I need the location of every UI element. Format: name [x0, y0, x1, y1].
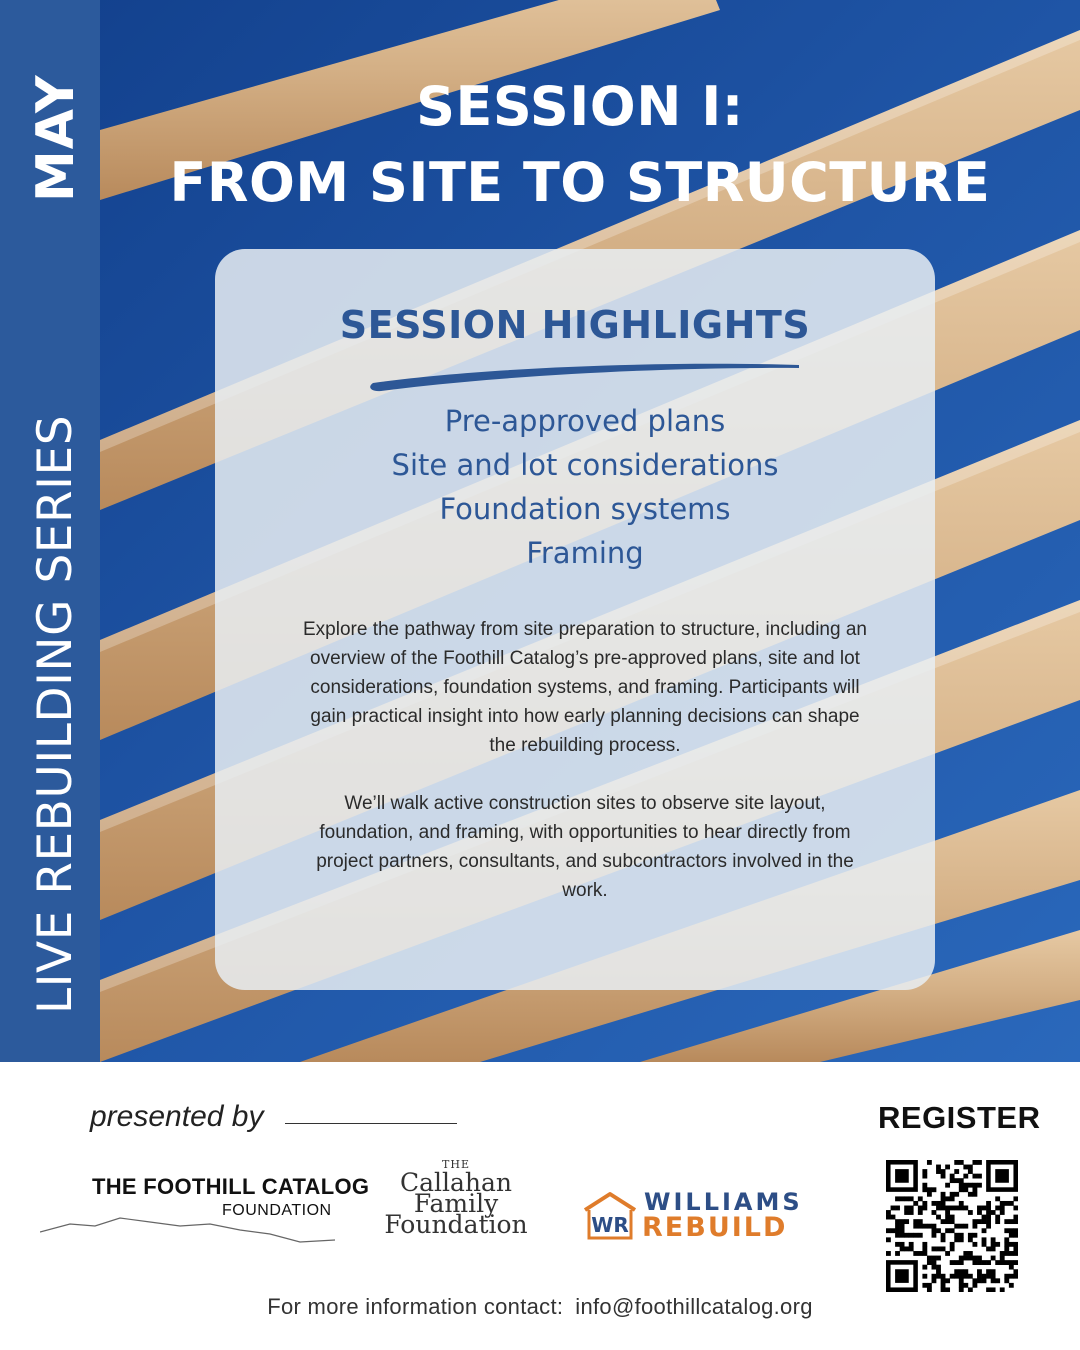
- highlights-card: [215, 249, 935, 990]
- highlight-item: Site and lot considerations: [391, 448, 779, 482]
- description-paragraph: Explore the pathway from site preparation to structure, including an overview of the Foothill Catalog’s pre-approved plans, site and lot considerations, foundation systems, and framing. Participants will gain practical insight into how early planning decisions can shape the rebuilding process.: [303, 619, 867, 756]
- qr-code-icon[interactable]: [886, 1160, 1018, 1292]
- contact-email-link[interactable]: info@foothillcatalog.org: [575, 1294, 813, 1319]
- session-description: [295, 615, 875, 905]
- presented-by-label: presented by: [90, 1100, 264, 1133]
- contact-label: For more information contact:: [267, 1294, 564, 1319]
- williams-rebuild-logo: [582, 1188, 812, 1248]
- side-band: [0, 0, 100, 1062]
- williams-logo-top: WILLIAMS: [644, 1188, 803, 1216]
- highlight-item: Pre-approved plans: [444, 404, 726, 438]
- foothill-catalog-logo: [40, 1172, 370, 1252]
- session-title-line-1: SESSION I:: [416, 75, 744, 138]
- foothill-logo-sub: FOUNDATION: [222, 1202, 332, 1219]
- mountain-ridge-icon: [40, 1212, 335, 1252]
- williams-house-mark-icon: [582, 1190, 638, 1242]
- month-label: MAY: [26, 74, 86, 202]
- callahan-logo-line: Callahan: [399, 1168, 513, 1197]
- williams-mark-text: WR: [591, 1213, 629, 1237]
- description-paragraph: We’ll walk active construction sites to observe site layout, foundation, and framing, with opportunities to hear directly from project partners, consultants, and subcontractors involved in the work.: [316, 793, 854, 901]
- highlight-item: Foundation systems: [439, 492, 731, 526]
- callahan-logo-line: Foundation: [384, 1210, 528, 1239]
- presented-by-rule: [285, 1123, 457, 1124]
- highlight-item: Framing: [526, 536, 644, 570]
- callahan-logo-the: THE: [442, 1158, 470, 1171]
- session-title-line-2: FROM SITE TO STRUCTURE: [169, 151, 991, 214]
- highlights-heading: SESSION HIGHLIGHTS: [339, 303, 811, 347]
- callahan-logo-line: Family: [413, 1189, 499, 1218]
- series-label: LIVE REBUILDING SERIES: [28, 414, 83, 1014]
- callahan-family-foundation-logo: [378, 1158, 534, 1248]
- foothill-logo-name: THE FOOTHILL CATALOG: [92, 1174, 370, 1199]
- highlights-list: [215, 399, 955, 575]
- brush-underline: [367, 359, 803, 393]
- contact-line: [0, 1294, 1080, 1320]
- williams-logo-bottom: REBUILD: [642, 1212, 788, 1243]
- register-label: REGISTER: [878, 1100, 1041, 1135]
